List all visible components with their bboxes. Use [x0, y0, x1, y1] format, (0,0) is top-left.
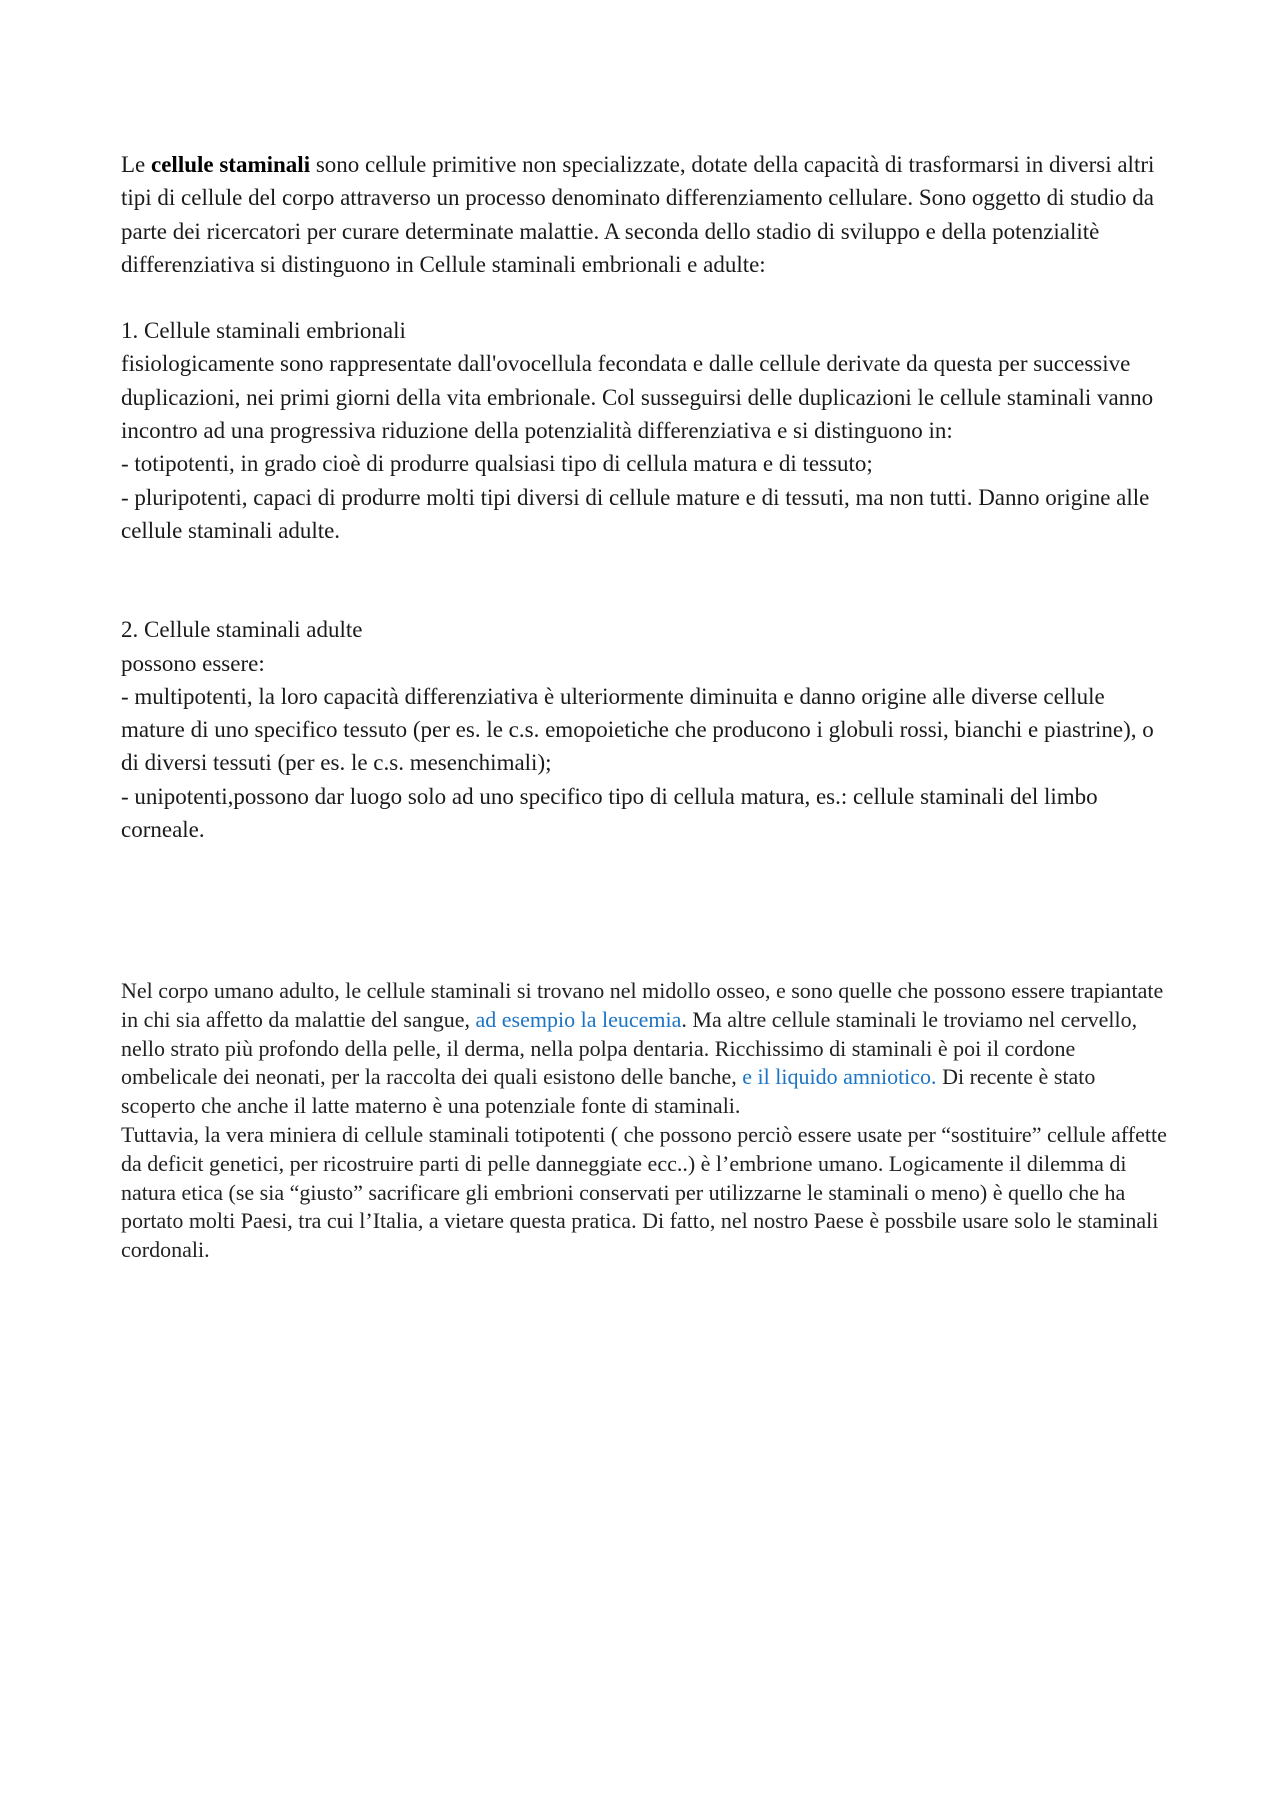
adult-description: possono essere:	[121, 650, 265, 676]
article-paragraph-2: Tuttavia, la vera miniera di cellule staminali totipotenti ( che possono perciò essere usate per “sostituire” cellule affette da deficit genetici, per ricostruire parti di pelle danneggiate ecc..) è l’embrione umano. Logicamente il dilemma di natura etica (se sia “giusto” sacrificare gli embrioni conservati per utilizzarne le staminali o meno) è quello che ha portato molti Paesi, tra cui l’Italia, a vietare questa pratica. Di fatto, nel nostro Paese è possbile usare solo le staminali cordonali.	[121, 1121, 1167, 1263]
adult-item-unipotent: - unipotenti,possono dar luogo solo ad uno specifico tipo di cellula matura, es.: cellule staminali del limbo corneale.	[121, 783, 1098, 843]
intro-bold-term: cellule staminali	[151, 152, 311, 177]
embryonic-heading: 1. Cellule staminali embrionali	[121, 318, 406, 344]
intro-lead: Le	[121, 152, 152, 177]
embryonic-item-pluripotent: - pluripotenti, capaci di produrre molti tipi diversi di cellule mature e di tessuti, ma non tutti. Danno origine alle cellule staminali adulte.	[121, 484, 1150, 543]
adult-body-article	[121, 977, 1167, 1265]
spacer	[121, 281, 1167, 314]
embryonic-item-totipotent: - totipotenti, in grado cioè di produrre qualsiasi tipo di cellula matura e di tessuto;	[121, 451, 873, 477]
intro-rest: sono cellule primitive non specializzate, dotate della capacità di trasformarsi in diversi altri tipi di cellule del corpo attraverso un processo denominato differenziamento cellulare. Sono oggetto di studio da parte dei ricercatori per curare determinate malattie. A seconda dello stadio di sviluppo e della potenzialitè differenziativa si distinguono in Cellule staminali embrionali e adulte:	[121, 152, 1155, 277]
intro-paragraph	[121, 148, 1167, 281]
article-paragraph-1	[121, 977, 1167, 1121]
embryonic-description: fisiologicamente sono rappresentate dall'ovocellula fecondata e dalle cellule derivate da questa per successive duplicazioni, nei primi giorni della vita embrionale. Col susseguirsi delle duplicazioni le cellule staminali vanno incontro ad una progressiva riduzione della potenzialità differenziativa e si distinguono in:	[121, 351, 1154, 444]
article-text-a: Nel corpo umano adulto, le cellule staminali si trovano nel midollo osseo, e sono quelle che possono essere trapiantate in chi sia affetto da malattie del sangue,	[121, 978, 1164, 1032]
adult-heading: 2. Cellule staminali adulte	[121, 617, 363, 643]
stem-cells-overview	[121, 148, 1167, 846]
adult-item-multipotent: - multipotenti, la loro capacità differenziativa è ulteriormente diminuita e danno origine alle diverse cellule mature di uno specifico tessuto (per es. le c.s. emopoietiche che producono i globuli rossi, bianchi e piastrine), o di diversi tessuti (per es. le c.s. mesenchimali);	[121, 683, 1154, 776]
amniotic-fluid-link[interactable]: e il liquido amniotico.	[742, 1064, 937, 1090]
article-text-b: . Ma altre cellule staminali le troviamo nel cervello, nello strato più profondo della pelle, il derma, nella polpa dentaria. Ricchissimo di staminali è poi il cordone ombelicale dei neonati, per la raccolta dei quali esistono delle banche,	[121, 1006, 1138, 1090]
leukemia-link[interactable]: ad esempio la leucemia	[475, 1006, 682, 1032]
spacer	[121, 547, 1167, 613]
article-text-c: Di recente è stato scoperto che anche il latte materno è una potenziale fonte di staminali.	[121, 1064, 1096, 1119]
